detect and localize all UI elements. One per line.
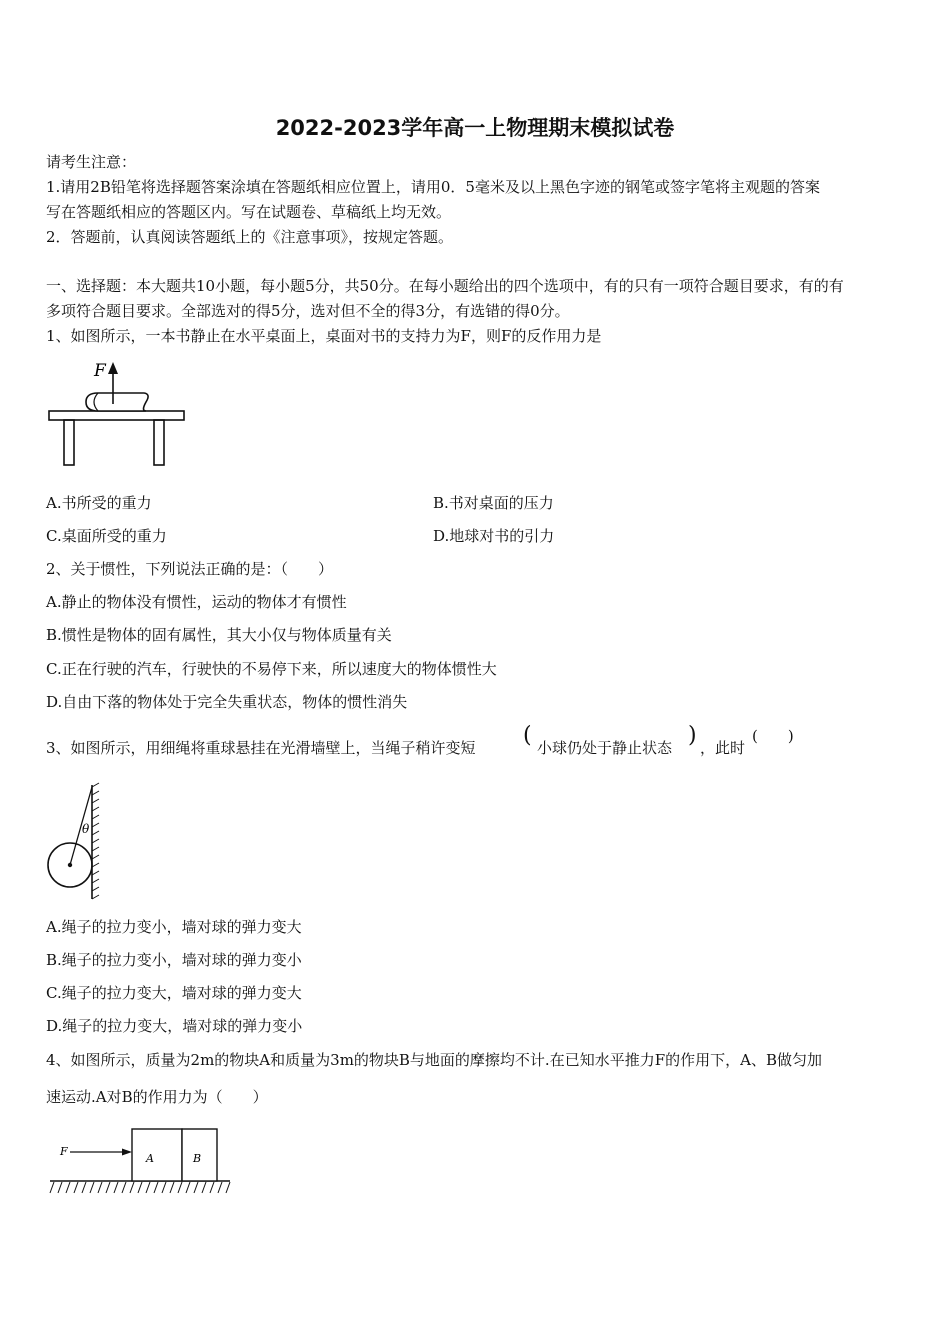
q1-stem: 1、如图所示，一本书静止在水平桌面上，桌面对书的支持力为F，则F的反作用力是 [46, 327, 602, 345]
q4-blocks-figure [48, 1125, 233, 1200]
q3-option-c: C.绳子的拉力变大，墙对球的弹力变大 [46, 984, 302, 1002]
notice-item-1-line-1: 1.请用2B铅笔将选择题答案涂填在答题纸相应位置上，请用0．5毫米及以上黑色字迹的钢笔或签字笔将主观题的答案 [46, 178, 820, 196]
q3-stem-part-1: 3、如图所示，用细绳将重球悬挂在光滑墙壁上，当绳子稍许变短 [46, 739, 476, 757]
q3-open-paren: ( [523, 723, 532, 748]
section-1-instructions-line-2: 多项符合题目要求。全部选对的得5分，选对但不全的得3分，有选错的得0分。 [46, 302, 570, 320]
page-title: 2022-2023学年高一上物理期末模拟试卷 [275, 116, 675, 140]
notice-item-2: 2．答题前，认真阅读答题纸上的《注意事项》，按规定答题。 [46, 228, 454, 246]
section-1-instructions-line-1: 一、选择题：本大题共10小题，每小题5分，共50分。在每小题给出的四个选项中，有的只有一项符合题目要求，有的有 [46, 277, 844, 295]
q3-angle-label: θ [82, 822, 90, 836]
q1-force-label: F [94, 361, 106, 381]
q3-stem-part-3: ，此时 [700, 739, 746, 757]
q2-option-d: D.自由下落的物体处于完全失重状态，物体的惯性消失 [46, 693, 408, 711]
q3-option-d: D.绳子的拉力变大，墙对球的弹力变小 [46, 1017, 303, 1035]
q3-option-a: A.绳子的拉力变小，墙对球的弹力变大 [46, 918, 302, 936]
q4-block-b-label: B [193, 1152, 202, 1165]
q2-option-c: C.正在行驶的汽车，行驶快的不易停下来，所以速度大的物体惯性大 [46, 660, 497, 678]
q4-stem-line-1: 4、如图所示，质量为2m的物块A和质量为3m的物块B与地面的摩擦均不计.在已知水平推力F的作用下，A、B做匀加 [46, 1051, 822, 1069]
q1-option-a: A.书所受的重力 [46, 494, 152, 512]
q2-option-a: A.静止的物体没有惯性，运动的物体才有惯性 [46, 593, 347, 611]
q4-stem-line-2: 速运动.A对B的作用力为（ ） [46, 1088, 268, 1106]
q1-option-d: D.地球对书的引力 [433, 527, 555, 545]
q3-ball-on-wall-figure [44, 783, 109, 903]
q4-force-label: F [60, 1145, 68, 1158]
q3-answer-paren: ( ) [752, 727, 794, 745]
q4-block-a-label: A [146, 1152, 154, 1165]
q2-option-b: B.惯性是物体的固有属性，其大小仅与物体质量有关 [46, 626, 392, 644]
q3-option-b: B.绳子的拉力变小，墙对球的弹力变小 [46, 951, 302, 969]
q1-book-on-table-figure [46, 356, 191, 471]
q1-option-c: C.桌面所受的重力 [46, 527, 167, 545]
q3-stem-part-2: 小球仍处于静止状态 [537, 739, 673, 757]
q3-close-paren: ) [688, 723, 697, 748]
q2-stem: 2、关于惯性，下列说法正确的是：（ ） [46, 560, 334, 578]
notice-heading: 请考生注意： [46, 153, 137, 171]
q1-option-b: B.书对桌面的压力 [433, 494, 554, 512]
notice-item-1-line-2: 写在答题纸相应的答题区内。写在试题卷、草稿纸上均无效。 [46, 203, 452, 221]
